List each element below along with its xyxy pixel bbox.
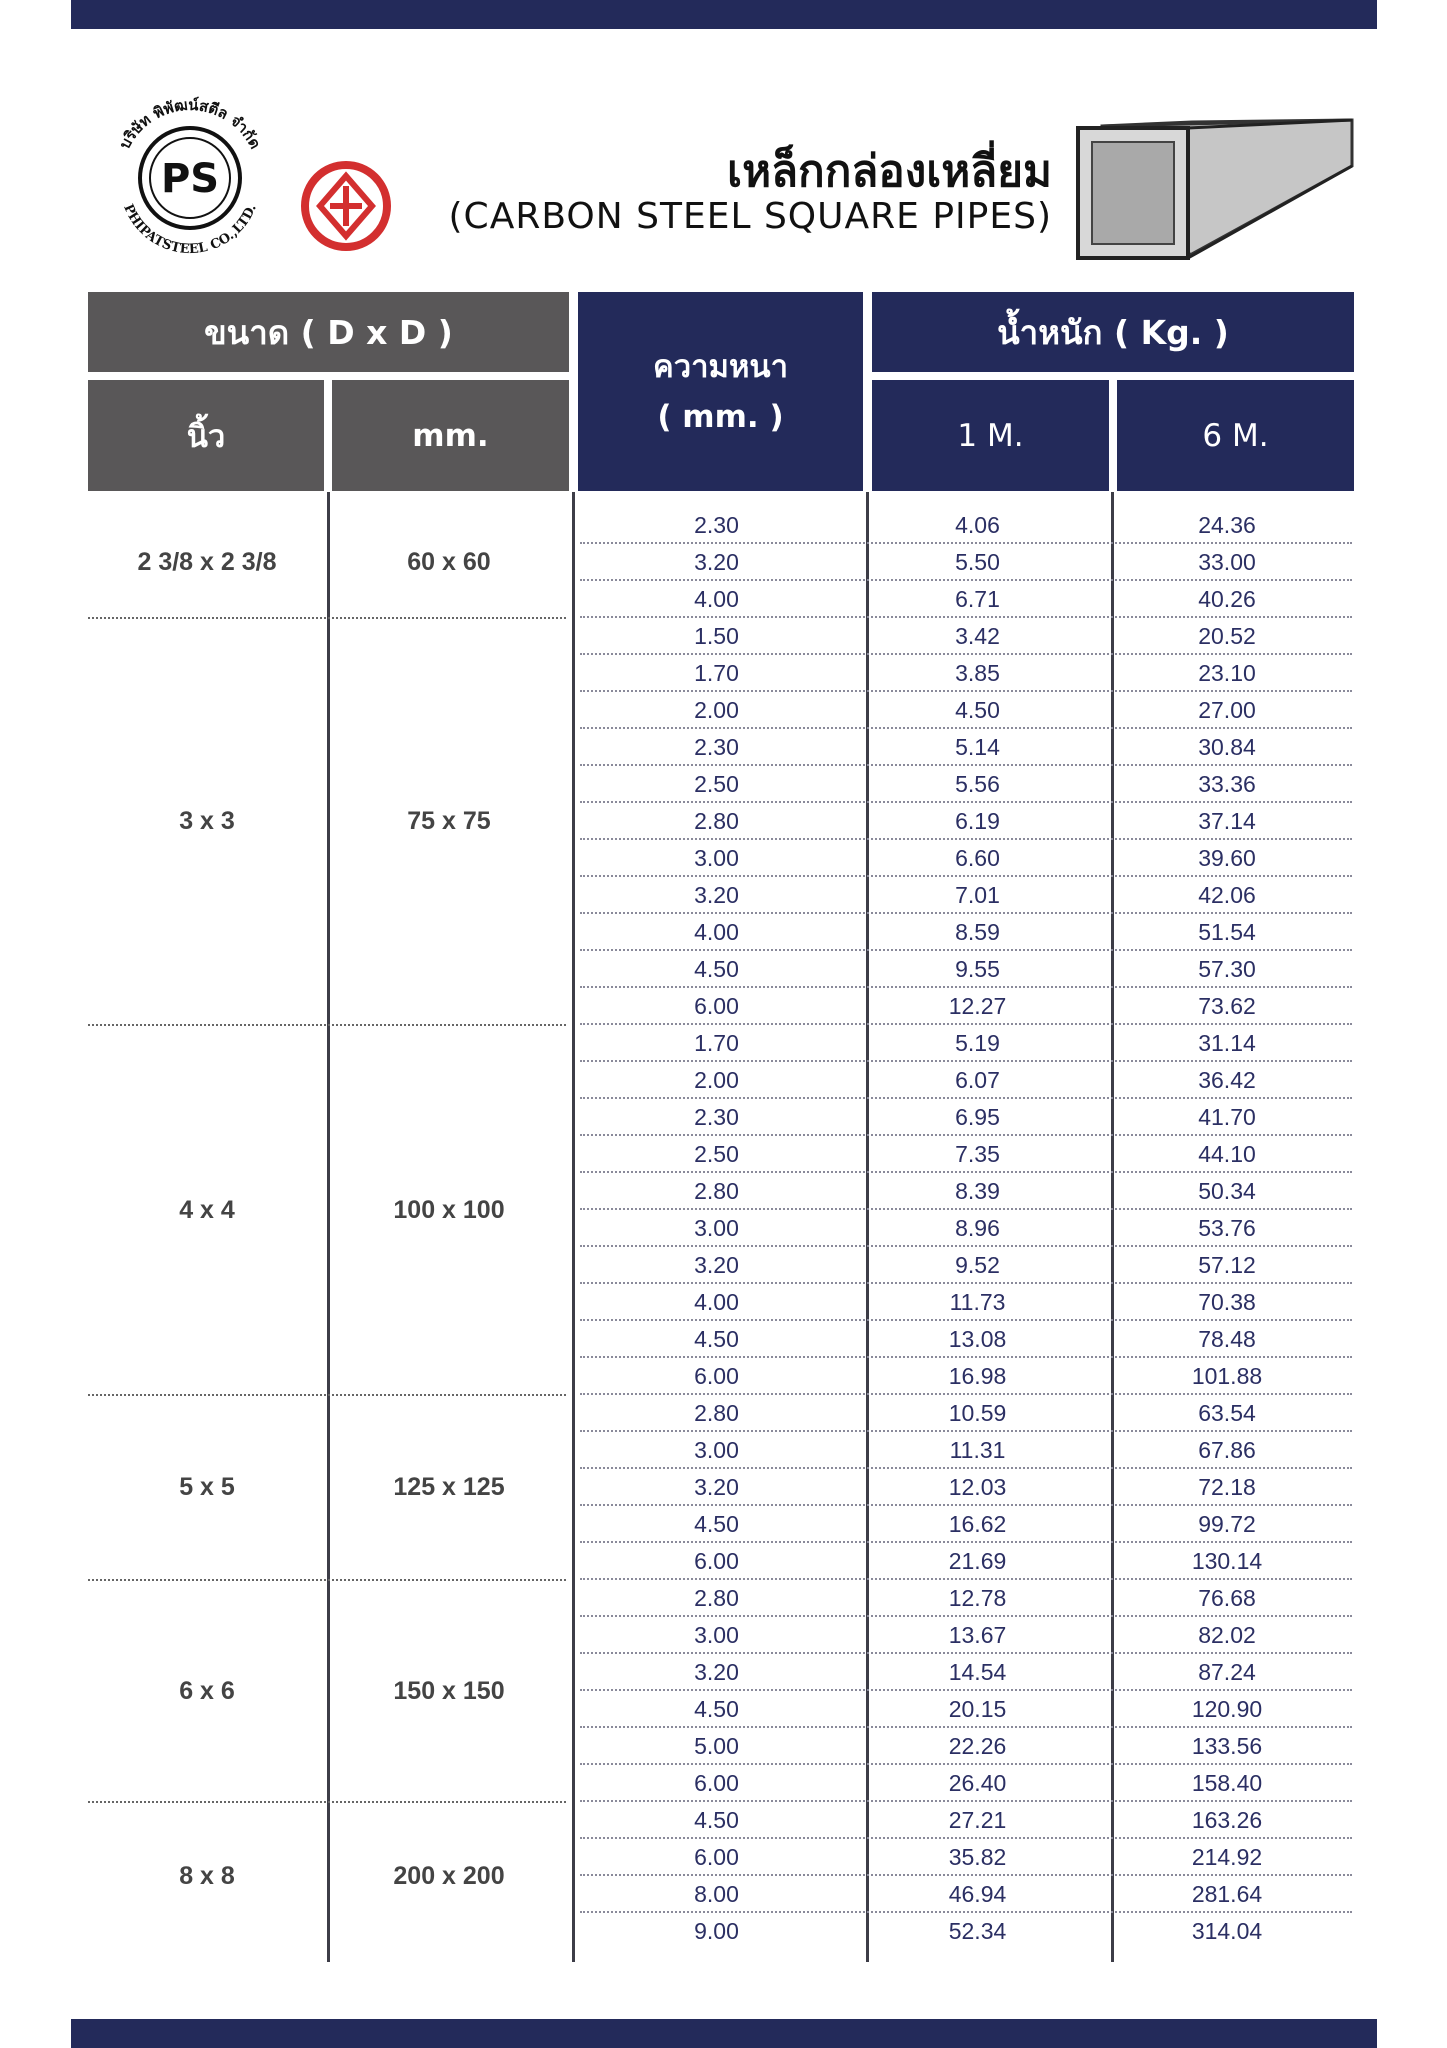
table-row <box>580 1210 1352 1247</box>
weight-1m-cell: 6.07 <box>955 1067 1000 1093</box>
size-header-label: ขนาด ( D x D ) <box>204 312 453 352</box>
weight-1m-cell: 3.42 <box>955 623 1000 649</box>
thickness-cell: 3.20 <box>694 1474 739 1500</box>
weight-header-label: น้ำหนัก ( Kg. ) <box>997 312 1229 352</box>
weight-1m-cell: 12.03 <box>948 1474 1007 1500</box>
thickness-cell: 4.00 <box>694 1289 739 1315</box>
weight-1m-cell: 8.96 <box>955 1215 1000 1241</box>
thickness-cell: 3.20 <box>694 1252 739 1278</box>
table-row <box>580 1765 1352 1802</box>
size-group <box>88 1025 566 1395</box>
size-group <box>88 1580 566 1802</box>
weight-6m-cell: 51.54 <box>1198 919 1256 945</box>
weight-6m-cell: 67.86 <box>1198 1437 1256 1463</box>
weight-1m-cell: 52.34 <box>948 1918 1007 1944</box>
inch-header <box>88 380 324 491</box>
table-row <box>580 1284 1352 1321</box>
table-row <box>580 692 1352 729</box>
weight-6m-cell: 36.42 <box>1198 1067 1256 1093</box>
table-row <box>580 1617 1352 1654</box>
size-mm: 75 x 75 <box>407 807 491 835</box>
weight-1m-cell: 6.60 <box>955 845 1000 871</box>
weight-6m-cell: 53.76 <box>1198 1215 1256 1241</box>
table-row <box>580 1321 1352 1358</box>
table-row <box>580 1432 1352 1469</box>
svg-text:บริษัท พิพัฒน์สตีล จำกัด <box>116 96 265 152</box>
size-header <box>88 292 569 372</box>
size-group <box>88 1395 566 1580</box>
table-row <box>580 1876 1352 1913</box>
weight-1m-cell: 11.31 <box>949 1437 1006 1463</box>
weight-6m-cell: 37.14 <box>1198 808 1256 834</box>
weight-1m-cell: 5.19 <box>955 1030 1000 1056</box>
weight-1m-cell: 5.14 <box>955 734 1000 760</box>
table-row <box>580 1469 1352 1506</box>
table-row <box>580 1173 1352 1210</box>
table-row <box>580 1395 1352 1432</box>
size-mm: 150 x 150 <box>393 1676 505 1705</box>
table-row <box>580 581 1352 618</box>
weight-6m-cell: 130.14 <box>1191 1548 1263 1574</box>
logo-company-english: PHIPATSTEEL CO.,LTD. <box>120 202 260 258</box>
thickness-cell: 3.00 <box>694 1437 739 1463</box>
table-row <box>580 729 1352 766</box>
weight-1m-cell: 13.08 <box>948 1326 1007 1352</box>
bottom-banner-bar <box>71 2019 1377 2048</box>
thickness-cell: 2.00 <box>694 697 739 723</box>
thickness-header-label: ความหนา <box>652 348 789 385</box>
thickness-cell: 6.00 <box>694 1363 739 1389</box>
thickness-cell: 6.00 <box>694 993 739 1019</box>
weight-6m-cell: 42.06 <box>1198 882 1256 908</box>
table-row <box>580 1025 1352 1062</box>
table-row <box>580 914 1352 951</box>
weight-1m-cell: 4.06 <box>955 512 1000 538</box>
thickness-cell: 2.80 <box>694 1178 739 1204</box>
size-mm: 60 x 60 <box>407 548 491 576</box>
weight-1m-cell: 4.50 <box>955 697 1000 723</box>
weight-1m-cell: 8.59 <box>955 919 1000 945</box>
thickness-cell: 2.80 <box>694 1585 739 1611</box>
weight-1m-cell: 9.52 <box>955 1252 1000 1278</box>
weight-6m-label: 6 M. <box>1202 417 1269 454</box>
title-thai: เหล็กกล่องเหลี่ยม <box>727 146 1052 197</box>
table-row <box>580 544 1352 581</box>
weight-6m-cell: 101.88 <box>1191 1363 1263 1389</box>
weight-6m-cell: 70.38 <box>1198 1289 1256 1315</box>
size-inch: 4 x 4 <box>179 1195 235 1224</box>
thickness-cell: 2.50 <box>694 1141 739 1167</box>
weight-1m-cell: 6.19 <box>955 808 1000 834</box>
weight-6m-cell: 39.60 <box>1198 845 1256 871</box>
thickness-cell: 9.00 <box>694 1918 739 1944</box>
thickness-cell: 3.00 <box>694 845 739 871</box>
column-divider <box>572 492 575 1962</box>
thickness-cell: 3.20 <box>694 549 739 575</box>
weight-1m-cell: 5.50 <box>955 549 1000 575</box>
table-row <box>580 1802 1352 1839</box>
weight-6m-header <box>1117 380 1354 491</box>
size-group <box>88 507 566 618</box>
thickness-cell: 8.00 <box>694 1881 739 1907</box>
weight-6m-cell: 20.52 <box>1198 623 1256 649</box>
thickness-cell: 4.50 <box>694 1326 739 1352</box>
table-row <box>580 618 1352 655</box>
weight-1m-cell: 3.85 <box>955 660 1000 686</box>
weight-6m-cell: 73.62 <box>1198 993 1256 1019</box>
thickness-cell: 4.50 <box>694 1807 739 1833</box>
thickness-cell: 4.50 <box>694 1696 739 1722</box>
weight-1m-cell: 6.95 <box>955 1104 1000 1130</box>
table-row <box>580 1728 1352 1765</box>
weight-6m-cell: 99.72 <box>1198 1511 1256 1537</box>
weight-6m-cell: 31.14 <box>1198 1030 1256 1056</box>
table-row <box>580 877 1352 914</box>
thickness-cell: 1.50 <box>694 623 739 649</box>
weight-6m-cell: 33.36 <box>1198 771 1256 797</box>
weight-6m-cell: 63.54 <box>1198 1400 1256 1426</box>
size-mm: 200 x 200 <box>393 1861 505 1890</box>
weight-1m-cell: 5.56 <box>955 771 1000 797</box>
table-row <box>580 1654 1352 1691</box>
thickness-cell: 4.50 <box>694 1511 739 1537</box>
weight-1m-cell: 8.39 <box>955 1178 1000 1204</box>
weight-1m-cell: 35.82 <box>948 1844 1007 1870</box>
thickness-header-unit: ( mm. ) <box>657 398 784 435</box>
weight-6m-cell: 133.56 <box>1191 1733 1263 1759</box>
size-inch: 8 x 8 <box>179 1861 235 1890</box>
size-group <box>88 1802 566 1950</box>
table-row <box>580 766 1352 803</box>
thickness-cell: 4.00 <box>694 919 739 945</box>
weight-6m-cell: 41.70 <box>1198 1104 1256 1130</box>
size-inch: 6 x 6 <box>179 1676 235 1705</box>
weight-6m-cell: 72.18 <box>1198 1474 1256 1500</box>
thickness-cell: 3.00 <box>694 1622 739 1648</box>
weight-1m-cell: 11.73 <box>949 1289 1006 1315</box>
logo-company-thai: บริษัท พิพัฒน์สตีล จำกัด <box>115 95 265 152</box>
thickness-cell: 3.20 <box>694 882 739 908</box>
table-row <box>580 1691 1352 1728</box>
table-row <box>580 1099 1352 1136</box>
title-english: (CARBON STEEL SQUARE PIPES) <box>448 196 1052 237</box>
thickness-cell: 1.70 <box>694 1030 739 1056</box>
weight-1m-cell: 12.78 <box>948 1585 1007 1611</box>
phipatsteel-logo <box>100 88 280 268</box>
thickness-cell: 6.00 <box>694 1844 739 1870</box>
weight-header <box>872 292 1354 372</box>
weight-6m-cell: 40.26 <box>1198 586 1256 612</box>
weight-1m-cell: 21.69 <box>948 1548 1007 1574</box>
size-group <box>88 618 566 1025</box>
weight-6m-cell: 314.04 <box>1191 1918 1263 1944</box>
weight-1m-label: 1 M. <box>957 417 1024 454</box>
weight-6m-cell: 27.00 <box>1198 697 1256 723</box>
weight-6m-cell: 120.90 <box>1191 1696 1263 1722</box>
mm-header-label: mm. <box>412 417 489 454</box>
thickness-cell: 3.00 <box>694 1215 739 1241</box>
weight-6m-cell: 57.30 <box>1198 956 1256 982</box>
table-row <box>580 507 1352 544</box>
weight-6m-cell: 23.10 <box>1198 660 1256 686</box>
size-mm: 125 x 125 <box>393 1473 505 1501</box>
weight-6m-cell: 76.68 <box>1198 1585 1256 1611</box>
table-row <box>580 951 1352 988</box>
thickness-header <box>578 292 863 491</box>
table-row <box>580 1358 1352 1395</box>
size-inch: 3 x 3 <box>179 807 235 835</box>
top-banner-bar <box>71 0 1377 29</box>
weight-1m-cell: 20.15 <box>948 1696 1007 1722</box>
weight-6m-cell: 158.40 <box>1191 1770 1263 1796</box>
thickness-cell: 2.50 <box>694 771 739 797</box>
weight-6m-cell: 33.00 <box>1198 549 1256 575</box>
thickness-cell: 2.80 <box>694 1400 739 1426</box>
weight-1m-cell: 7.35 <box>955 1141 1000 1167</box>
table-row <box>580 1543 1352 1580</box>
weight-1m-cell: 27.21 <box>948 1807 1007 1833</box>
table-row <box>580 655 1352 692</box>
table-row <box>580 1913 1352 1950</box>
table-row <box>580 1580 1352 1617</box>
thickness-cell: 4.50 <box>694 956 739 982</box>
weight-6m-cell: 30.84 <box>1198 734 1256 760</box>
thickness-cell: 6.00 <box>694 1770 739 1796</box>
weight-6m-cell: 44.10 <box>1198 1141 1256 1167</box>
table-row <box>580 1839 1352 1876</box>
weight-1m-cell: 46.94 <box>948 1881 1007 1907</box>
thickness-cell: 2.30 <box>694 512 739 538</box>
weight-1m-cell: 9.55 <box>955 956 1000 982</box>
size-inch: 2 3/8 x 2 3/8 <box>137 548 277 576</box>
square-pipe-illustration <box>1072 118 1362 268</box>
weight-1m-cell: 12.27 <box>948 993 1007 1019</box>
thickness-cell: 4.00 <box>694 586 739 612</box>
weight-1m-cell: 7.01 <box>955 882 1000 908</box>
weight-1m-cell: 16.98 <box>948 1363 1007 1389</box>
weight-1m-cell: 22.26 <box>948 1733 1007 1759</box>
weight-6m-cell: 163.26 <box>1191 1807 1263 1833</box>
weight-1m-header <box>872 380 1109 491</box>
table-row <box>580 1136 1352 1173</box>
weight-1m-cell: 10.59 <box>948 1400 1007 1426</box>
weight-6m-cell: 87.24 <box>1198 1659 1256 1685</box>
table-row <box>580 803 1352 840</box>
weight-6m-cell: 50.34 <box>1198 1178 1256 1204</box>
weight-6m-cell: 57.12 <box>1198 1252 1256 1278</box>
size-mm: 100 x 100 <box>393 1195 505 1224</box>
mm-header <box>332 380 569 491</box>
logo-ps-text: PS <box>160 156 220 202</box>
weight-6m-cell: 281.64 <box>1191 1881 1263 1907</box>
weight-6m-cell: 214.92 <box>1191 1844 1263 1870</box>
thickness-cell: 5.00 <box>694 1733 739 1759</box>
weight-1m-cell: 16.62 <box>948 1511 1007 1537</box>
weight-1m-cell: 14.54 <box>948 1659 1007 1685</box>
table-row <box>580 840 1352 877</box>
weight-1m-cell: 13.67 <box>948 1622 1007 1648</box>
table-row <box>580 1506 1352 1543</box>
table-row <box>580 1062 1352 1099</box>
thickness-cell: 1.70 <box>694 660 739 686</box>
size-inch: 5 x 5 <box>179 1473 235 1501</box>
weight-6m-cell: 78.48 <box>1198 1326 1256 1352</box>
weight-1m-cell: 6.71 <box>955 586 1000 612</box>
inch-header-label: นิ้ว <box>186 418 226 455</box>
thickness-cell: 6.00 <box>694 1548 739 1574</box>
thickness-cell: 2.30 <box>694 1104 739 1130</box>
weight-1m-cell: 26.40 <box>948 1770 1007 1796</box>
weight-6m-cell: 24.36 <box>1198 512 1256 538</box>
table-row <box>580 988 1352 1025</box>
table-row <box>580 1247 1352 1284</box>
weight-6m-cell: 82.02 <box>1198 1622 1256 1648</box>
thickness-cell: 2.80 <box>694 808 739 834</box>
thickness-cell: 3.20 <box>694 1659 739 1685</box>
thickness-cell: 2.00 <box>694 1067 739 1093</box>
thickness-cell: 2.30 <box>694 734 739 760</box>
red-emblem-icon <box>300 160 392 252</box>
